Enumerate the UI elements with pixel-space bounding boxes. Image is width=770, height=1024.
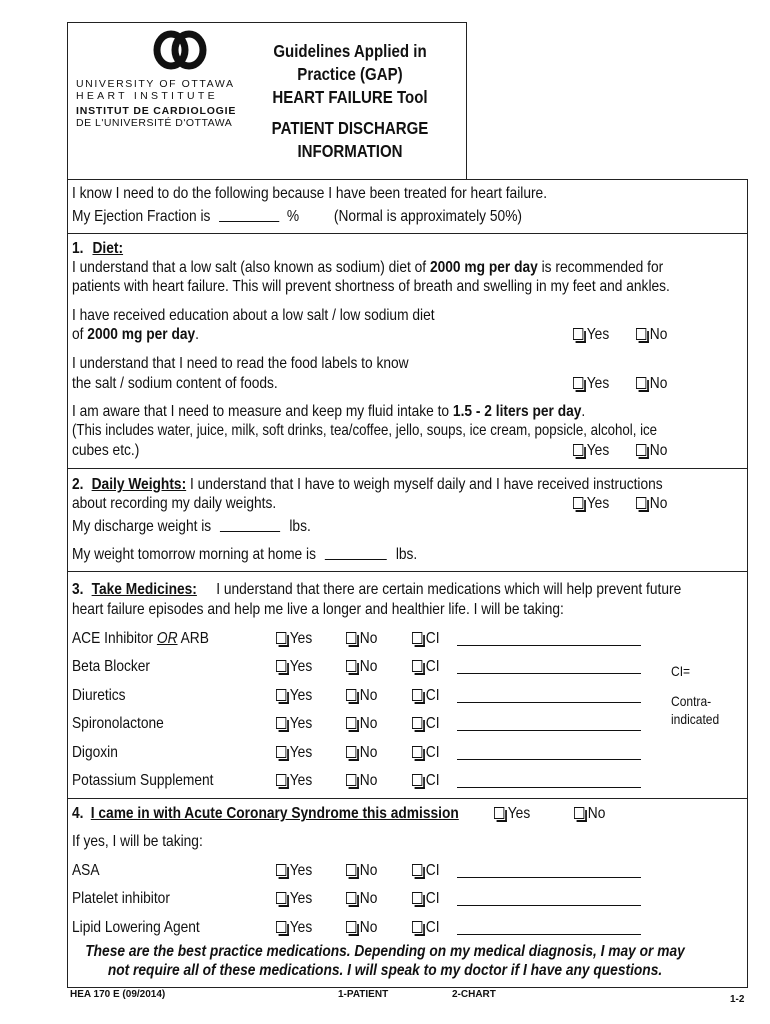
checkbox-icon[interactable]	[636, 444, 646, 456]
option-label: CI	[425, 687, 440, 704]
med-row-4-ci-option[interactable]	[412, 743, 440, 762]
option-label: No	[359, 890, 378, 907]
copy-patient: 1-PATIENT	[338, 989, 389, 1000]
option-label: CI	[425, 862, 440, 879]
diet-q1-yes[interactable]: Yes	[573, 325, 609, 344]
tomorrow-weight-row: My weight tomorrow morning at home is lbs.	[72, 546, 418, 563]
med-row-2-ci-reason-line[interactable]	[457, 702, 641, 703]
checkbox-icon[interactable]	[276, 892, 286, 904]
checkbox-icon[interactable]	[636, 497, 646, 509]
ci-note-1: CI=	[671, 663, 691, 679]
diet-q3-line1: I am aware that I need to measure and keep my fluid intake to 1.5 - 2 liters per day.	[72, 403, 586, 420]
divider-medicines	[67, 571, 748, 572]
checkbox-icon[interactable]	[276, 660, 286, 672]
checkbox-icon[interactable]	[276, 717, 286, 729]
checkbox-icon[interactable]	[276, 774, 286, 786]
option-label: Yes	[289, 919, 313, 936]
checkbox-icon[interactable]	[636, 328, 646, 340]
acs-row-0-ci-reason-line[interactable]	[457, 877, 641, 878]
diet-q3-line3: cubes etc.)	[72, 442, 140, 459]
ef-input-line[interactable]	[219, 208, 279, 222]
option-label: No	[359, 744, 378, 761]
acs-row-2-ci-reason-line[interactable]	[457, 934, 641, 935]
med-row-5-yes-option[interactable]	[276, 771, 312, 790]
diet-q2-yes[interactable]: Yes	[573, 374, 609, 393]
best-practice-note-2: not require all of these medications. I will speak to my doctor if I have any questions.	[107, 962, 663, 979]
option-label: CI	[425, 630, 440, 647]
best-practice-note-1: These are the best practice medications. Depending on my medical diagnosis, I may or may	[85, 943, 685, 960]
med-row-4-no-option[interactable]	[346, 743, 377, 762]
title-line-4: PATIENT DISCHARGE	[271, 118, 429, 138]
acs-row-0-no-option[interactable]	[346, 861, 377, 880]
checkbox-icon[interactable]	[573, 377, 583, 389]
med-row-3-yes-option[interactable]	[276, 714, 312, 733]
weights-yes[interactable]: Yes	[573, 494, 609, 513]
acs-row-2-yes-option[interactable]	[276, 918, 312, 937]
diet-q1-line2: of 2000 mg per day.	[72, 326, 199, 343]
diet-paragraph-1: I understand that a low salt (also known as sodium) diet of 2000 mg per day is recommended for	[72, 259, 664, 276]
checkbox-icon[interactable]	[346, 774, 356, 786]
diet-number: 1.	[72, 240, 84, 257]
acs-row-1-ci-option[interactable]	[412, 889, 440, 908]
med-row-4-ci-reason-line[interactable]	[457, 759, 641, 760]
checkbox-icon[interactable]	[573, 328, 583, 340]
med-row-3-ci-reason-line[interactable]	[457, 730, 641, 731]
ef-label: My Ejection Fraction is	[72, 208, 211, 225]
divider-weights	[67, 468, 748, 469]
diet-q3-yes[interactable]: Yes	[573, 441, 609, 460]
page-number: 1-2	[730, 994, 745, 1005]
med-label-beta-blocker: Beta Blocker	[72, 658, 151, 675]
option-label: CI	[425, 772, 440, 789]
weights-number: 2.	[72, 476, 84, 493]
institution-en-1: UNIVERSITY OF OTTAWA	[76, 78, 235, 90]
med-label-ace: ACE Inhibitor OR ARB	[72, 630, 209, 647]
diet-q1-line1: I have received education about a low salt / low sodium diet	[72, 307, 435, 324]
med-row-0-ci-option[interactable]	[412, 629, 440, 648]
option-label: No	[359, 715, 378, 732]
option-label: No	[359, 658, 378, 675]
intro-line: I know I need to do the following because I have been treated for heart failure.	[72, 185, 548, 202]
weights-line1: 2. Daily Weights: I understand that I have to weigh myself daily and I have received instructions	[72, 476, 663, 493]
checkbox-icon[interactable]	[276, 921, 286, 933]
acs-label-lipid: Lipid Lowering Agent	[72, 919, 200, 936]
divider-diet	[67, 233, 748, 234]
med-row-1-yes-option[interactable]	[276, 657, 312, 676]
diet-q3-no[interactable]: No	[636, 441, 667, 460]
option-label: CI	[425, 890, 440, 907]
form-right-border	[747, 179, 748, 988]
checkbox-icon[interactable]	[412, 632, 422, 644]
acs-row-1-ci-reason-line[interactable]	[457, 905, 641, 906]
institution-en-2: HEART INSTITUTE	[76, 90, 218, 102]
acs-no[interactable]: No	[574, 804, 605, 823]
ef-normal: (Normal is approximately 50%)	[333, 208, 523, 225]
acs-row-2-ci-option[interactable]	[412, 918, 440, 937]
ejection-fraction-row	[72, 207, 522, 226]
discharge-weight-row: My discharge weight is lbs.	[72, 518, 311, 535]
checkbox-icon[interactable]	[276, 746, 286, 758]
med-row-2-no-option[interactable]	[346, 686, 377, 705]
option-label: Yes	[289, 630, 313, 647]
checkbox-icon[interactable]	[276, 864, 286, 876]
option-label: No	[359, 687, 378, 704]
med-row-1-no-option[interactable]	[346, 657, 377, 676]
med-row-2-ci-option[interactable]	[412, 686, 440, 705]
discharge-weight-input[interactable]	[220, 518, 280, 532]
diet-paragraph-2: patients with heart failure. This will prevent shortness of breath and swelling in my feet and ankles.	[72, 278, 670, 295]
diet-heading	[72, 239, 123, 258]
med-row-3-no-option[interactable]	[346, 714, 377, 733]
checkbox-icon[interactable]	[346, 632, 356, 644]
med-row-3-ci-option[interactable]	[412, 714, 440, 733]
option-label: Yes	[289, 744, 313, 761]
acs-heading-text: I came in with Acute Coronary Syndrome this admission	[90, 805, 459, 822]
form-left-border	[67, 179, 68, 988]
medicines-number: 3.	[72, 581, 84, 598]
med-row-5-ci-option[interactable]	[412, 771, 440, 790]
option-label: No	[359, 772, 378, 789]
form-bottom-border	[67, 987, 748, 988]
diet-q2-line1: I understand that I need to read the food labels to know	[72, 355, 409, 372]
checkbox-icon[interactable]	[412, 717, 422, 729]
med-label-potassium: Potassium Supplement	[72, 772, 214, 789]
checkbox-icon[interactable]	[346, 717, 356, 729]
option-label: No	[359, 862, 378, 879]
med-row-2-yes-option[interactable]	[276, 686, 312, 705]
medicines-line2: heart failure episodes and help me live a longer and healthier life. I will be taking:	[72, 601, 564, 618]
title-line-5: INFORMATION	[297, 141, 403, 161]
checkbox-icon[interactable]	[346, 892, 356, 904]
option-label: Yes	[289, 772, 313, 789]
checkbox-icon[interactable]	[346, 660, 356, 672]
diet-heading-text: Diet:	[92, 240, 124, 257]
checkbox-icon[interactable]	[346, 864, 356, 876]
medicines-line1: 3. Take Medicines: I understand that there are certain medications which will help prevent future	[72, 581, 682, 598]
med-row-1-ci-option[interactable]	[412, 657, 440, 676]
option-label: No	[359, 919, 378, 936]
option-label: Yes	[289, 862, 313, 879]
acs-row-0-yes-option[interactable]	[276, 861, 312, 880]
checkbox-icon[interactable]	[412, 660, 422, 672]
med-row-1-ci-reason-line[interactable]	[457, 673, 641, 674]
option-label: Yes	[289, 890, 313, 907]
diet-q1-no[interactable]: No	[636, 325, 667, 344]
checkbox-icon[interactable]	[574, 807, 584, 819]
med-row-5-ci-reason-line[interactable]	[457, 787, 641, 788]
checkbox-icon[interactable]	[346, 689, 356, 701]
acs-label-platelet: Platelet inhibitor	[72, 890, 170, 907]
heart-institute-logo	[150, 30, 210, 70]
weights-no[interactable]: No	[636, 494, 667, 513]
checkbox-icon[interactable]	[573, 497, 583, 509]
institution-fr-1: INSTITUT DE CARDIOLOGIE	[76, 105, 237, 117]
checkbox-icon[interactable]	[276, 689, 286, 701]
ci-note-3: indicated	[671, 711, 720, 727]
checkbox-icon[interactable]	[412, 689, 422, 701]
acs-row-1-yes-option[interactable]	[276, 889, 312, 908]
acs-row-2-no-option[interactable]	[346, 918, 377, 937]
acs-row-1-no-option[interactable]	[346, 889, 377, 908]
checkbox-icon[interactable]	[412, 864, 422, 876]
tomorrow-weight-input[interactable]	[325, 546, 387, 560]
diet-q2-no[interactable]: No	[636, 374, 667, 393]
title-line-3: HEART FAILURE Tool	[272, 87, 428, 107]
med-label-spironolactone: Spironolactone	[72, 715, 164, 732]
acs-heading	[72, 804, 459, 823]
title-line-1: Guidelines Applied in	[273, 41, 427, 61]
option-label: CI	[425, 715, 440, 732]
checkbox-icon[interactable]	[276, 632, 286, 644]
weights-heading: Daily Weights:	[91, 476, 187, 493]
checkbox-icon[interactable]	[494, 807, 504, 819]
ci-note-2: Contra-	[671, 693, 712, 709]
acs-if-yes: If yes, I will be taking:	[72, 833, 203, 850]
option-label: No	[359, 630, 378, 647]
acs-yes[interactable]: Yes	[494, 804, 530, 823]
med-row-5-no-option[interactable]	[346, 771, 377, 790]
form-id: HEA 170 E (09/2014)	[70, 989, 166, 1000]
med-row-0-no-option[interactable]	[346, 629, 377, 648]
checkbox-icon[interactable]	[412, 921, 422, 933]
med-row-0-ci-reason-line[interactable]	[457, 645, 641, 646]
medicines-heading: Take Medicines:	[91, 581, 197, 598]
header-top-border	[67, 22, 467, 23]
checkbox-icon[interactable]	[346, 921, 356, 933]
option-label: CI	[425, 744, 440, 761]
med-row-0-yes-option[interactable]	[276, 629, 312, 648]
weights-line2: about recording my daily weights.	[72, 495, 277, 512]
diet-q3-line2: (This includes water, juice, milk, soft drinks, tea/coffee, jello, soups, ice cream, popsicle, alcohol, ice	[72, 422, 658, 439]
checkbox-icon[interactable]	[573, 444, 583, 456]
checkbox-icon[interactable]	[636, 377, 646, 389]
ef-unit: %	[286, 208, 300, 225]
med-label-digoxin: Digoxin	[72, 744, 118, 761]
acs-row-0-ci-option[interactable]	[412, 861, 440, 880]
divider-acs	[67, 798, 748, 799]
checkbox-icon[interactable]	[412, 774, 422, 786]
checkbox-icon[interactable]	[412, 892, 422, 904]
institution-fr-2: DE L'UNIVERSITÉ D'OTTAWA	[76, 117, 233, 129]
acs-label-asa: ASA	[72, 862, 100, 879]
option-label: Yes	[289, 658, 313, 675]
header-left-border	[67, 22, 68, 180]
title-line-2: Practice (GAP)	[297, 64, 403, 84]
form-top-border	[67, 179, 748, 180]
option-label: Yes	[289, 715, 313, 732]
option-label: CI	[425, 658, 440, 675]
copy-chart: 2-CHART	[452, 989, 496, 1000]
option-label: Yes	[289, 687, 313, 704]
header-right-border	[466, 22, 467, 180]
med-label-diuretics: Diuretics	[72, 687, 126, 704]
option-label: CI	[425, 919, 440, 936]
diet-q2-line2: the salt / sodium content of foods.	[72, 375, 278, 392]
checkbox-icon[interactable]	[346, 746, 356, 758]
med-row-4-yes-option[interactable]	[276, 743, 312, 762]
checkbox-icon[interactable]	[412, 746, 422, 758]
acs-number: 4.	[72, 805, 84, 822]
